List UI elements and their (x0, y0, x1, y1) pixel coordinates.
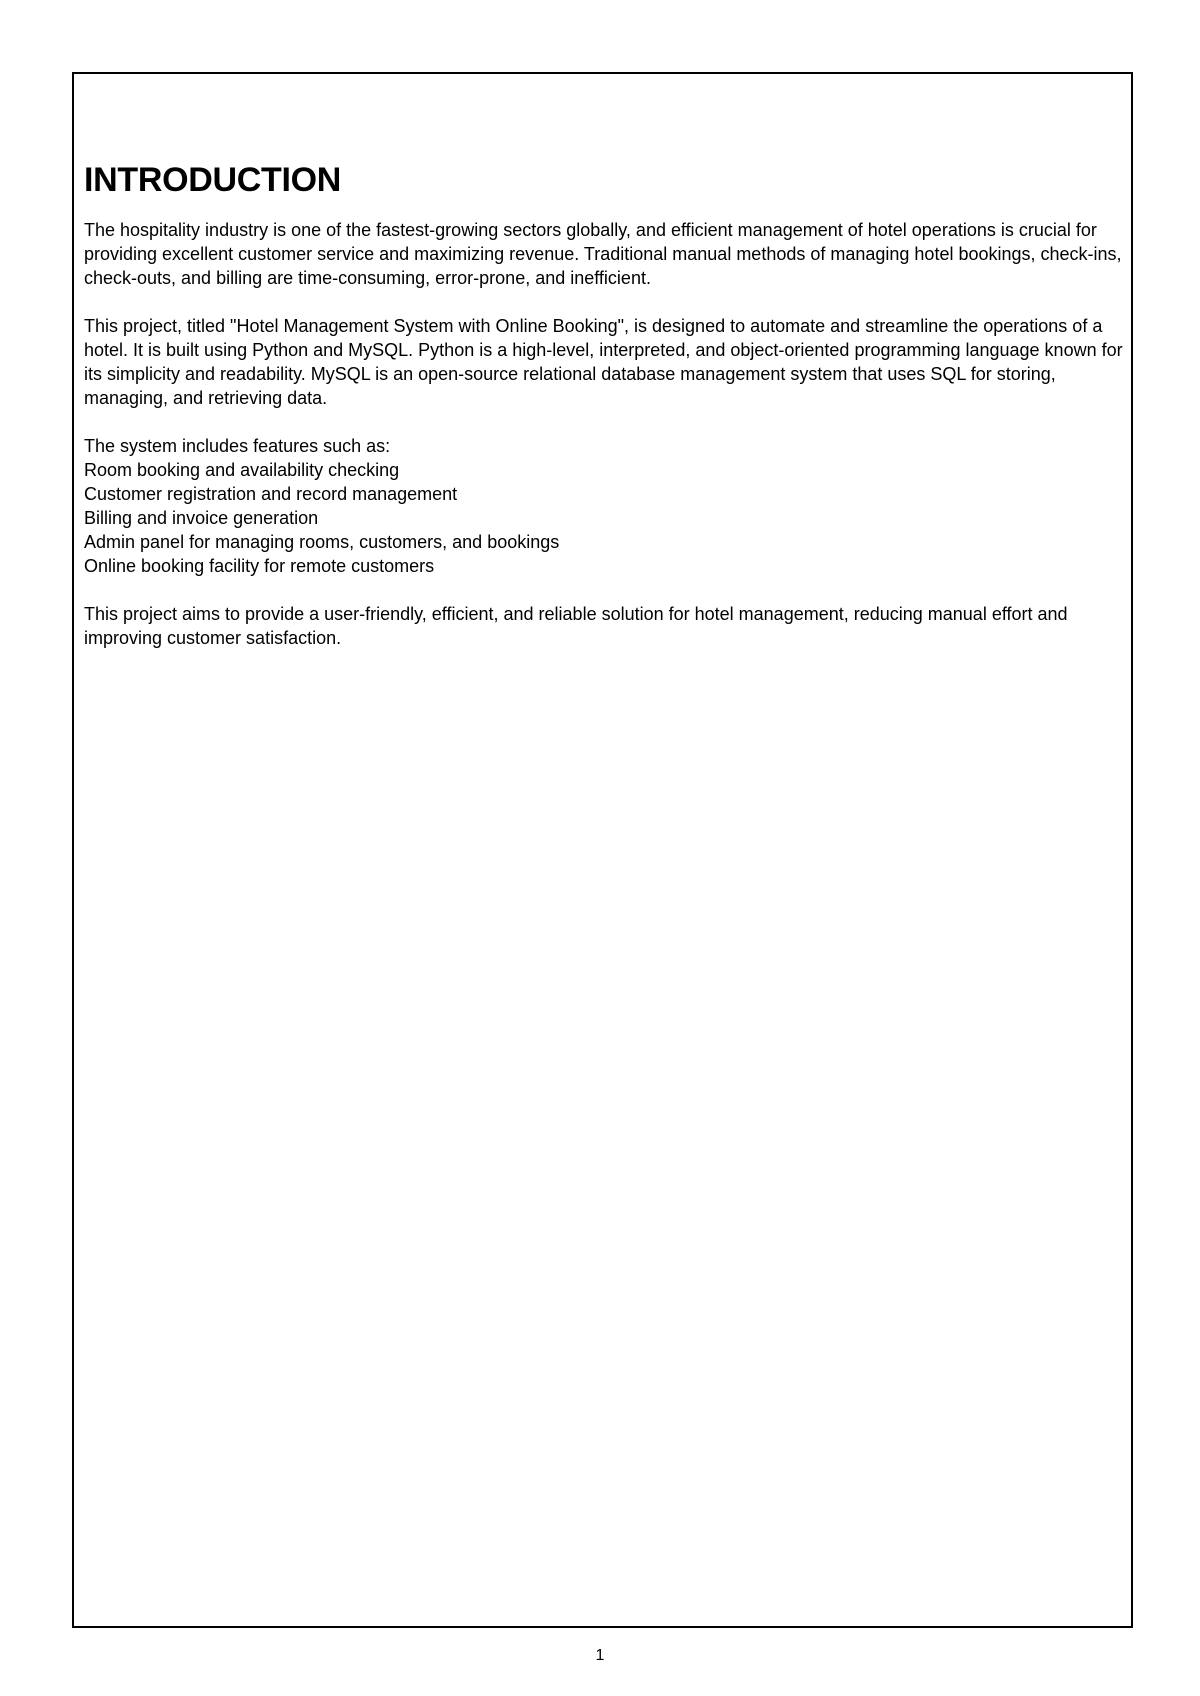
page-title: INTRODUCTION (84, 161, 342, 199)
features-intro: The system includes features such as: (84, 436, 391, 456)
list-item: Room booking and availability checking (84, 460, 400, 480)
list-item: Online booking facility for remote customers (84, 556, 435, 576)
feature-list (84, 458, 1124, 578)
conclusion-paragraph: This project aims to provide a user-friendly, efficient, and reliable solution for hotel management, reducing manual effort and improving customer satisfaction. (84, 604, 1068, 648)
intro-paragraph-2: This project, titled "Hotel Management System with Online Booking", is designed to automate and streamline the operations of a hotel. It is built using Python and MySQL. Python is a high-level, interpreted, and object-oriented programming language known for its simplicity and readability. MySQL is an open-source relational database management system that uses SQL for storing, managing, and retrieving data. (84, 316, 1123, 408)
page-number: 1 (595, 1647, 605, 1664)
document-body (84, 160, 1124, 674)
list-item: Customer registration and record management (84, 484, 458, 504)
list-item: Billing and invoice generation (84, 508, 319, 528)
intro-paragraph-1: The hospitality industry is one of the fastest-growing sectors globally, and efficient management of hotel operations is crucial for providing excellent customer service and maximizing revenue. Traditional manual methods of managing hotel bookings, check-ins, check-outs, and billing are time-consuming, error-prone, and inefficient. (84, 220, 1122, 288)
list-item: Admin panel for managing rooms, customers, and bookings (84, 532, 560, 552)
